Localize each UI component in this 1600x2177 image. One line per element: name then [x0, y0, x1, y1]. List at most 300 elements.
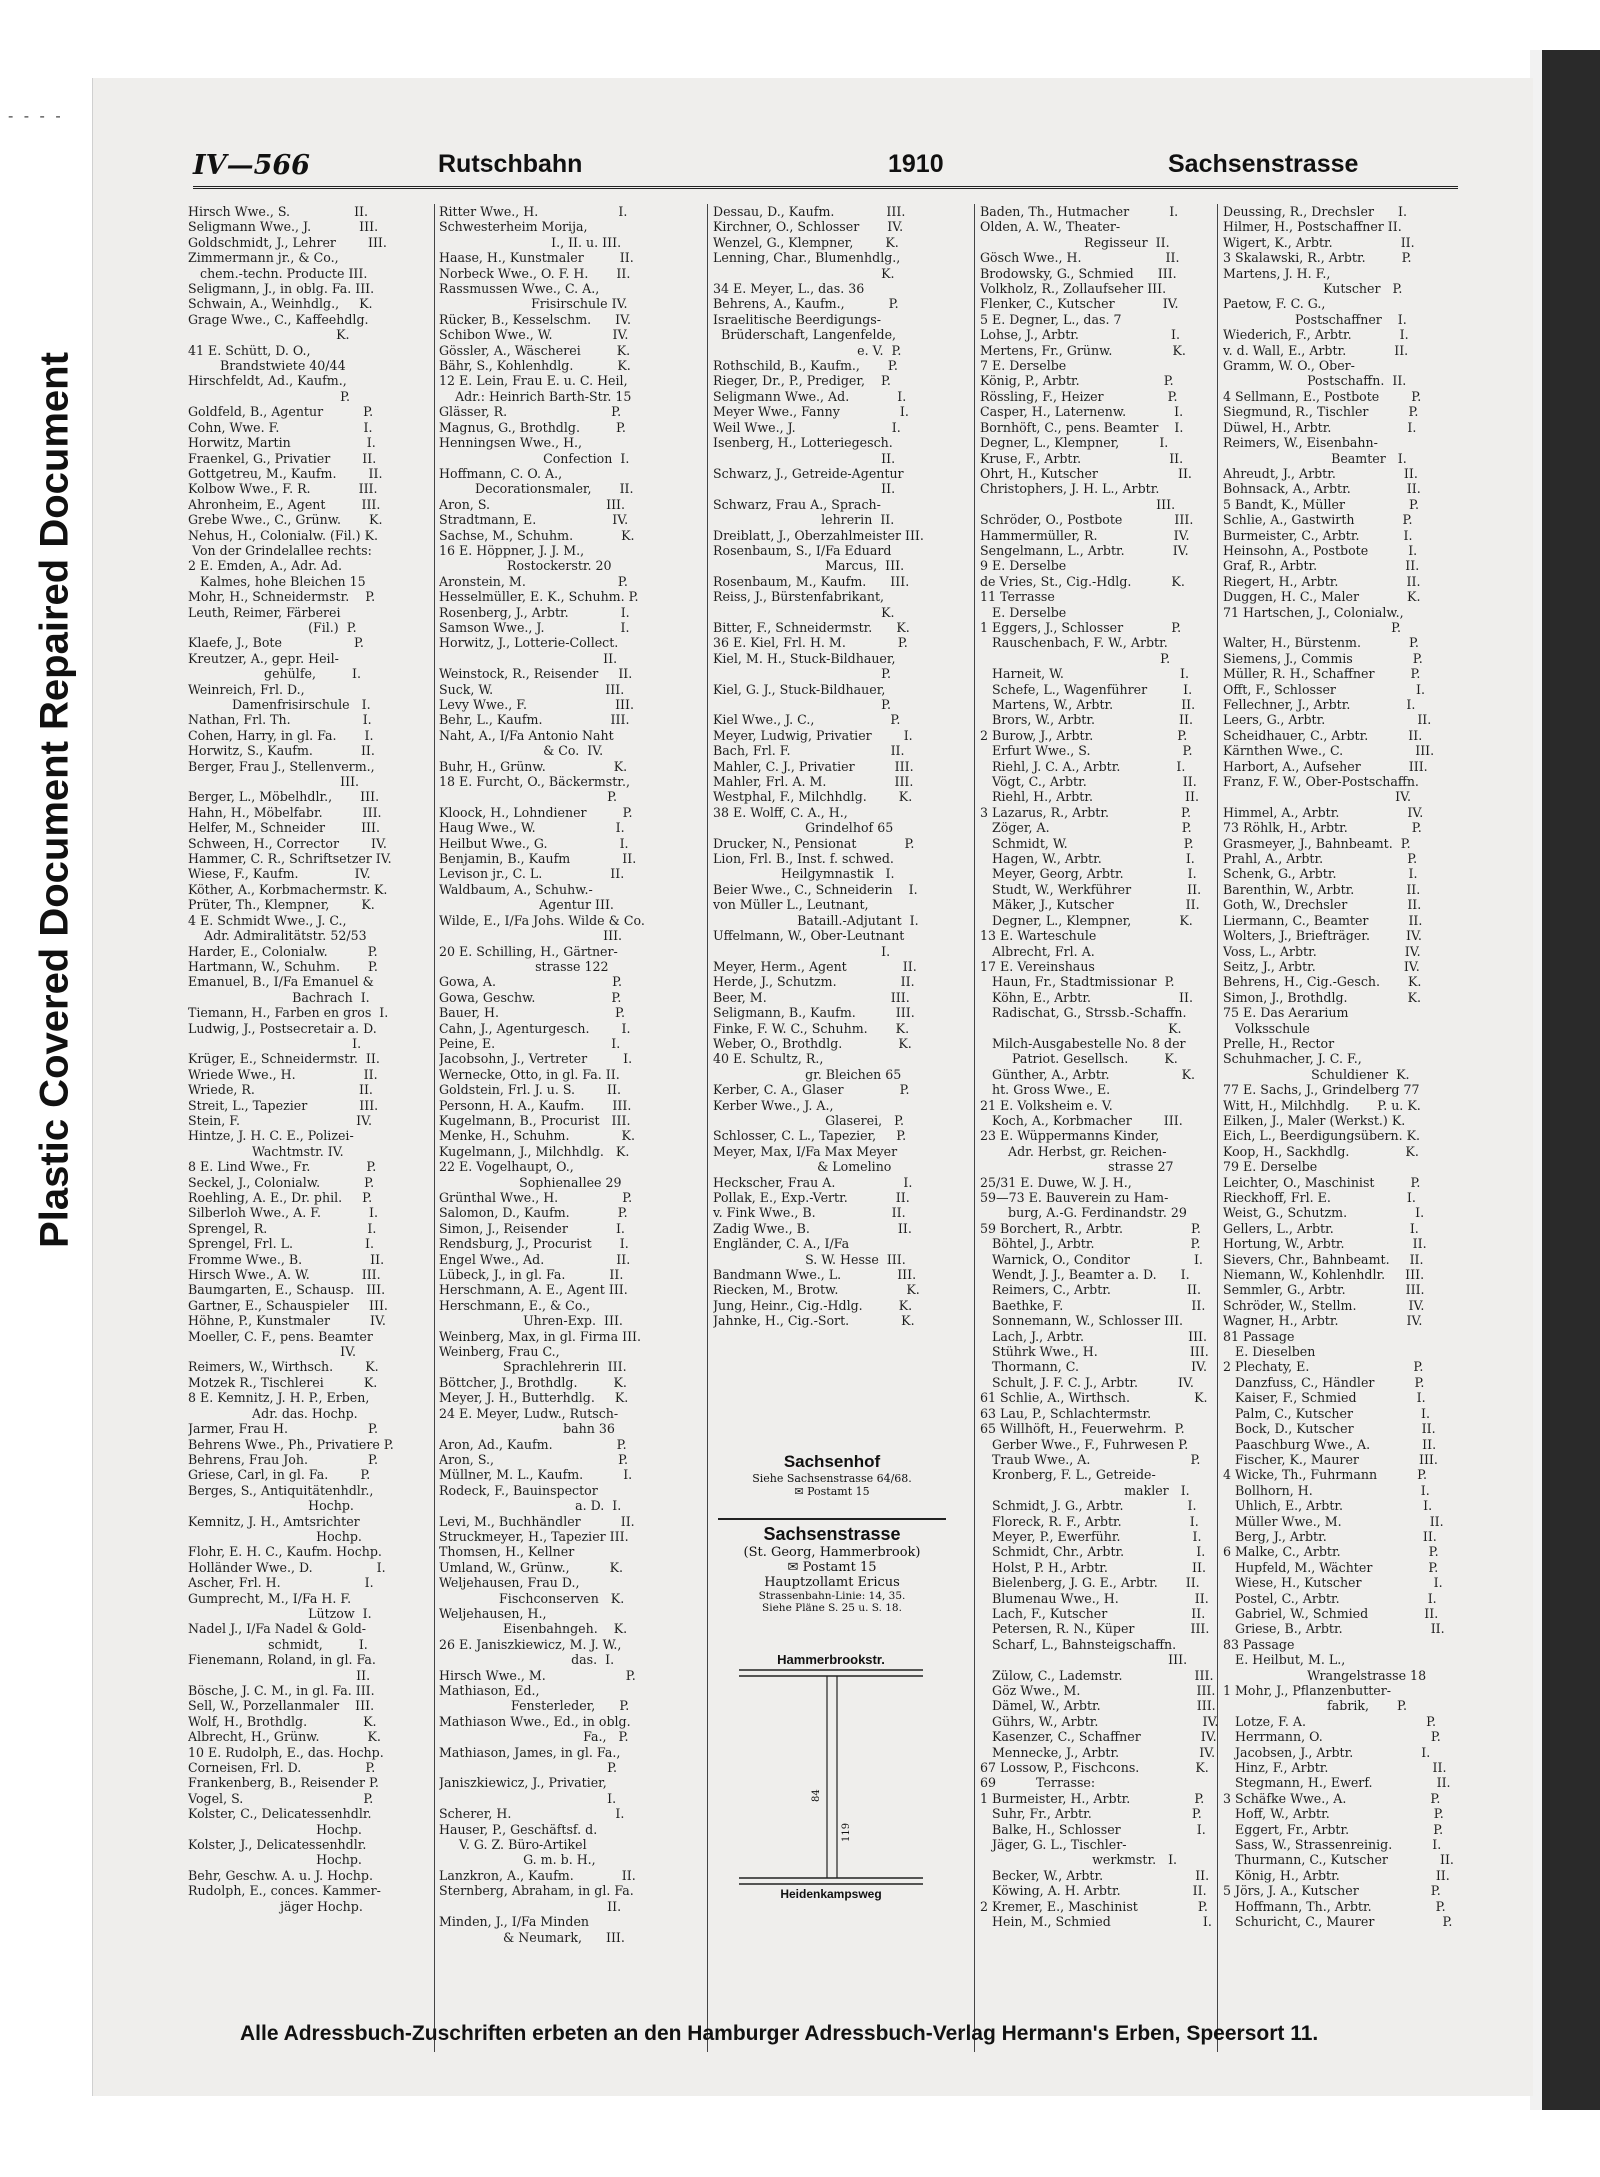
directory-entry: Samson Wwe., J. I. — [439, 619, 630, 635]
directory-entry: IV. — [188, 1344, 356, 1360]
directory-entry: Reiss, J., Bürstenfabrikant, — [713, 589, 885, 605]
directory-entry: 41 E. Schütt, D. O., — [188, 342, 311, 358]
directory-entry: Mertens, Fr., Grünw. K. — [980, 342, 1186, 358]
directory-entry: IV. — [1223, 789, 1412, 805]
directory-entry: Blumenau Wwe., H. II. — [980, 1590, 1209, 1606]
directory-entry: Fischer, K., Maurer III. — [1223, 1451, 1438, 1467]
directory-entry: v. Fink Wwe., B. II. — [713, 1205, 906, 1221]
directory-entry: Mahler, C. J., Privatier III. — [713, 758, 914, 774]
directory-entry: Volksschule — [1223, 1020, 1310, 1036]
directory-entry: Israelitische Beerdigungs- — [713, 311, 881, 327]
directory-entry: Eggert, Fr., Arbtr. P. — [1223, 1821, 1444, 1837]
directory-entry: Buhr, H., Grünw. K. — [439, 758, 628, 774]
directory-entry: 16 E. Höppner, J. J. M., — [439, 542, 585, 558]
directory-entry: Postschaffner I. — [1223, 311, 1407, 327]
directory-entry: Köhn, E., Arbtr. II. — [980, 989, 1193, 1005]
directory-entry: Kutscher P. — [1223, 281, 1403, 297]
directory-entry: Martens, J. H. F., — [1223, 265, 1331, 281]
sachsenstrasse-tram: Strassenbahn-Linie: 14, 35. — [758, 1590, 906, 1602]
directory-entry: Nadel J., I/Fa Nadel & Gold- — [188, 1621, 367, 1637]
directory-entry: V. G. Z. Büro-Artikel — [439, 1837, 587, 1853]
directory-entry: Seckel, J., Colonialw. P. — [188, 1174, 375, 1190]
directory-entry: Traub Wwe., A. P. — [980, 1451, 1201, 1467]
directory-entry: Hupfeld, M., Wächter P. — [1223, 1559, 1439, 1575]
directory-entry: 8 E. Lind Wwe., Fr. P. — [188, 1159, 377, 1175]
directory-entry: Flenker, C., Kutscher IV. — [980, 296, 1179, 312]
directory-entry: 26 E. Janiszkiewicz, M. J. W., — [439, 1636, 622, 1652]
directory-entry: Lübeck, J., in gl. Fa. II. — [439, 1267, 624, 1283]
directory-entry: Bitter, F., Schneidermstr. K. — [713, 619, 910, 635]
directory-entry: K. — [188, 327, 350, 343]
directory-entry: 9 E. Derselbe — [980, 558, 1067, 574]
directory-entry: Aron, Ad., Kaufm. P. — [439, 1436, 627, 1452]
sachsenstrasse-district: (St. Georg, Hammerbrook) — [743, 1545, 921, 1560]
sachsenstrasse-postamt: ✉ Postamt 15 — [787, 1560, 877, 1575]
directory-entry: von Müller L., Leutnant, — [713, 897, 869, 913]
directory-entry: Hirschfeldt, Ad., Kaufm., — [188, 373, 347, 389]
directory-entry: Uhren-Exp. III. — [439, 1313, 623, 1329]
directory-entry: Horwitz, S., Kaufm. II. — [188, 743, 375, 759]
directory-entry: Henningsen Wwe., H., — [439, 435, 583, 451]
directory-entry: Baethke, F. II. — [980, 1297, 1206, 1313]
directory-entry: & Lomelino — [713, 1159, 892, 1175]
directory-entry: 5 Jörs, J. A., Kutscher P. — [1223, 1883, 1441, 1899]
directory-entry: 1 Eggers, J., Schlosser P. — [980, 619, 1182, 635]
directory-entry: Siemens, J., Commis P. — [1223, 650, 1423, 666]
directory-entry: Sprengel, R. I. — [188, 1220, 377, 1236]
directory-entry: Benjamin, B., Kaufm II. — [439, 851, 637, 867]
directory-entry: Levy Wwe., F. III. — [439, 697, 635, 712]
directory-entry: Wagner, H., Arbtr. IV. — [1223, 1313, 1423, 1329]
directory-entry: Sievers, Chr., Bahnbeamt. II. — [1223, 1251, 1424, 1267]
directory-entry: 71 Hartschen, J., Colonialw., — [1223, 604, 1404, 620]
directory-entry: Weljehausen, Frau D., — [439, 1575, 580, 1591]
directory-entry: Lenning, Char., Blumenhdlg., — [713, 250, 901, 266]
directory-entry: Hintze, J. H. C. E., Polizei- — [188, 1128, 354, 1144]
directory-entry: Zülow, C., Lademstr. III. — [980, 1667, 1214, 1683]
header-year: 1910 — [888, 150, 944, 178]
directory-entry: Horwitz, Martin I. — [188, 435, 376, 451]
directory-entry: 4 Sellmann, E., Postbote P. — [1223, 388, 1422, 404]
directory-entry: Düwel, H., Arbtr. I. — [1223, 419, 1417, 435]
directory-entry: Rauschenbach, F. W., Arbtr. — [980, 635, 1168, 651]
directory-entry: Sprengel, Frl. L. I. — [188, 1236, 375, 1252]
directory-entry: Warnick, O., Conditor I. — [980, 1251, 1203, 1267]
directory-entry: Dreiblatt, J., Oberzahlmeister III. — [713, 527, 924, 543]
directory-entry: Hoffmann, Th., Arbtr. P. — [1223, 1898, 1446, 1914]
directory-entry: Fischconserven K. — [439, 1590, 625, 1606]
directory-entry: Bach, Frl. F. II. — [713, 743, 905, 759]
directory-entry: Mennecke, J., Arbtr. IV. — [980, 1744, 1216, 1760]
directory-entry: Bornhöft, C., pens. Beamter I. — [980, 419, 1184, 435]
directory-entry: 2 Kremer, E., Maschinist P. — [980, 1898, 1208, 1914]
directory-entry: Weinberg, Frau C., — [439, 1344, 560, 1360]
directory-entry: Decorationsmaler, II. — [439, 481, 634, 497]
directory-entry: Goth, W., Drechsler II. — [1223, 897, 1422, 913]
directory-entry: Studt, W., Werkführer II. — [980, 881, 1202, 897]
directory-entry: Rücker, B., Kesselschm. IV. — [439, 311, 632, 327]
directory-entry: 63 Lau, P., Schlachtermstr. — [980, 1405, 1152, 1421]
directory-entry: Schröder, W., Stellm. IV. — [1223, 1297, 1425, 1313]
directory-entry: Meyer, Herm., Agent II. — [713, 958, 917, 974]
directory-entry: Zimmermann jr., & Co., — [188, 250, 339, 266]
directory-entry: Deussing, R., Drechsler I. — [1223, 204, 1407, 219]
map-num-b: 119 — [841, 1822, 852, 1842]
directory-entry: Sternberg, Abraham, in gl. Fa. — [439, 1883, 634, 1899]
directory-entry: jäger Hochp. — [188, 1898, 363, 1914]
directory-entry: Kirchner, O., Schlosser IV. — [713, 219, 904, 235]
directory-entry: Müller, R. H., Schaffner P. — [1223, 666, 1421, 682]
directory-entry: Schuhmacher, J. C. F., — [1223, 1051, 1362, 1067]
footer-notice: Alle Adressbuch-Zuschriften erbeten an den Hamburger Adressbuch-Verlag Hermann's Erben, Speersort 11. — [240, 2022, 1319, 2045]
directory-entry: Höhne, P., Kunstmaler IV. — [188, 1313, 386, 1329]
directory-entry: Stegmann, H., Ewerf. II. — [1223, 1775, 1451, 1791]
directory-entry: Finke, F. W. C., Schuhm. K. — [713, 1020, 910, 1036]
directory-entry: Umland, W., Grünw., K. — [439, 1559, 624, 1575]
directory-entry: Tiemann, H., Farben en gros I. — [188, 1005, 389, 1021]
directory-entry: Peine, E. I. — [439, 1035, 621, 1051]
map-top-label: Hammerbrookstr. — [777, 1652, 885, 1667]
directory-entry: G. m. b. H., — [439, 1852, 596, 1868]
directory-entry: Weinreich, Frl. D., — [188, 681, 305, 697]
directory-entry: Helfer, M., Schneider III. — [188, 820, 380, 836]
directory-entry: Heilgymnastik I. — [713, 866, 895, 882]
page-header — [193, 150, 1458, 190]
directory-entry: Lach, J., Arbtr. III. — [980, 1328, 1208, 1344]
directory-entry: Eich, L., Beerdigungsübern. K. — [1223, 1128, 1421, 1144]
directory-entry: Holländer Wwe., D. I. — [188, 1559, 386, 1575]
directory-entry: 79 E. Derselbe — [1223, 1159, 1318, 1175]
directory-entry: Stührk Wwe., H. III. — [980, 1344, 1209, 1360]
directory-entry: 3 Skalawski, R., Arbtr. P. — [1223, 250, 1412, 266]
directory-entry: Scharf, L., Bahnsteigschaffn. — [980, 1636, 1177, 1652]
directory-entry: Göz Wwe., M. III. — [980, 1683, 1216, 1698]
directory-entry: Levi, M., Buchhändler II. — [439, 1513, 635, 1529]
directory-entry: Weber, O., Brothdlg. K. — [713, 1035, 912, 1051]
side-label-text: Plastic Covered Document Repaired Document — [32, 352, 77, 1248]
directory-entry: Hortung, W., Arbtr. II. — [1223, 1236, 1427, 1252]
directory-entry: Mathiason, Ed., — [439, 1683, 540, 1698]
directory-entry: Bösche, J. C. M., in gl. Fa. III. — [188, 1683, 375, 1698]
directory-entry: Glaserei, P. — [713, 1112, 905, 1128]
directory-entry: Kalmes, hohe Bleichen 15 — [188, 573, 366, 589]
directory-entry: Brors, W., Arbtr. II. — [980, 712, 1194, 728]
directory-entry: Cohn, Wwe. F. I. — [188, 419, 373, 435]
directory-entry: Seligmann, J., in oblg. Fa. III. — [188, 281, 375, 297]
directory-entry: Gartner, E., Schauspieler III. — [188, 1297, 388, 1313]
directory-entry: Kemnitz, J. H., Amtsrichter — [188, 1513, 360, 1529]
header-street-right: Sachsenstrasse — [1168, 150, 1359, 178]
directory-entry: Meyer, P., Ewerführ. I. — [980, 1528, 1202, 1544]
directory-entry: Sophienallee 29 — [439, 1174, 622, 1190]
directory-entry: Lotze, F. A. P. — [1223, 1713, 1437, 1729]
directory-entry: 6 Malke, C., Arbtr. P. — [1223, 1544, 1439, 1560]
directory-entry: Kerber, C. A., Glaser P. — [713, 1082, 910, 1098]
directory-entry: Rössling, F., Heizer P. — [980, 388, 1178, 404]
directory-entry: 59 Borchert, R., Arbtr. P. — [980, 1220, 1201, 1236]
directory-entry: Hirsch Wwe., A. W. III. — [188, 1267, 381, 1283]
directory-entry: Meyer, Max, I/Fa Max Meyer — [713, 1143, 898, 1159]
directory-entry: strasse 27 — [980, 1159, 1174, 1175]
directory-entry: Stein, F. IV. — [188, 1112, 373, 1128]
directory-entry: 7 E. Derselbe — [980, 358, 1067, 374]
directory-entry: 65 Willhöft, H., Feuerwehrm. P. — [980, 1421, 1185, 1437]
side-dash: - - - - — [8, 108, 64, 125]
directory-entry: 5 Bandt, K., Müller P. — [1223, 496, 1419, 512]
directory-entry: v. d. Wall, E., Arbtr. II. — [1223, 342, 1409, 358]
directory-entry: Riehl, H., Arbtr. II. — [980, 789, 1200, 805]
directory-entry: Bähr, S., Kohlenhdlg. K. — [439, 358, 631, 374]
directory-entry: Personn, H. A., Kaufm. III. — [439, 1097, 632, 1113]
directory-entry: & Neumark, III. — [439, 1929, 625, 1945]
directory-entry: Scherer, H. I. — [439, 1806, 625, 1822]
column-divider — [434, 204, 435, 2052]
directory-entry: Schlie, A., Gastwirth P. — [1223, 512, 1413, 528]
directory-entry: I. — [713, 943, 891, 959]
directory-entry: werkmstr. I. — [980, 1852, 1178, 1868]
directory-entry: (Fil.) P. — [188, 619, 357, 635]
directory-entry: Sonnemann, W., Schlosser III. — [980, 1313, 1184, 1329]
directory-entry: Albrecht, Frl. A. — [980, 943, 1095, 959]
directory-entry: Prüter, Th., Klempner, K. — [188, 897, 375, 913]
directory-entry: Himmel, A., Arbtr. IV. — [1223, 804, 1424, 820]
directory-entry: P. — [980, 650, 1171, 666]
directory-entry: Ludwig, J., Postsecretair a. D. — [188, 1020, 377, 1036]
directory-entry: Albrecht, H., Grünw. K. — [188, 1729, 381, 1745]
directory-entry: Confection I. — [439, 450, 630, 466]
directory-entry: S. W. Hesse III. — [713, 1251, 906, 1267]
directory-entry: Schuldiener K. — [1223, 1066, 1410, 1082]
directory-entry: 73 Röhlk, H., Arbtr. P. — [1223, 820, 1422, 836]
directory-entry: Seligmann Wwe., Ad. I. — [713, 388, 907, 404]
directory-entry: Drucker, N., Pensionat P. — [713, 835, 915, 851]
directory-entry: Wiese, H., Kutscher I. — [1223, 1575, 1443, 1591]
directory-entry: Martens, W., Arbtr. II. — [980, 697, 1196, 712]
directory-entry: 77 E. Sachs, J., Grindelberg 77 — [1223, 1082, 1420, 1098]
directory-entry: das. I. — [439, 1652, 615, 1668]
directory-entry: Simon, J., Reisender I. — [439, 1220, 625, 1236]
directory-entry: Hochp. — [188, 1821, 362, 1837]
directory-entry: P. — [439, 789, 618, 805]
directory-entry: Sprachlehrerin III. — [439, 1359, 627, 1375]
directory-entry: Böttcher, J., Brothdlg. K. — [439, 1374, 627, 1390]
map-bottom-label: Heidenkampsweg — [780, 1887, 882, 1901]
directory-entry: Fa., P. — [439, 1729, 629, 1745]
directory-entry: lehrerin II. — [713, 512, 895, 528]
directory-entry: Moeller, C. F., pens. Beamter — [188, 1328, 373, 1344]
directory-entry: Paaschburg Wwe., A. II. — [1223, 1436, 1437, 1452]
directory-entry: Herrmann, O. P. — [1223, 1729, 1441, 1745]
directory-entry: P. — [713, 666, 892, 682]
directory-entry: Riegert, H., Arbtr. II. — [1223, 573, 1421, 589]
directory-entry: Suck, W. III. — [439, 681, 625, 697]
directory-entry: Schuricht, C., Maurer P. — [1223, 1914, 1453, 1930]
directory-entry: II. — [188, 1667, 371, 1683]
directory-entry: 59—73 E. Bauverein zu Ham- — [980, 1190, 1169, 1205]
directory-entry: Beier Wwe., C., Schneiderin I. — [713, 881, 918, 897]
directory-entry: Hochp. — [188, 1852, 362, 1868]
directory-entry: Regisseur II. — [980, 234, 1170, 250]
directory-entry: 17 E. Vereinshaus — [980, 958, 1095, 974]
directory-entry: Hein, M., Schmied I. — [980, 1914, 1212, 1930]
directory-entry: Niemann, W., Kohlenhdlr. III. — [1223, 1267, 1425, 1283]
column-5 — [1223, 204, 1463, 2064]
column-divider — [707, 204, 708, 2052]
directory-entry: Balke, H., Schlosser I. — [980, 1821, 1206, 1837]
directory-entry: Schwarz, J., Getreide-Agentur — [713, 465, 904, 481]
directory-entry: 75 E. Das Aerarium — [1223, 1005, 1349, 1021]
directory-entry: Hammer, C. R., Schriftsetzer IV. — [188, 851, 392, 867]
directory-entry: ht. Gross Wwe., E. — [980, 1082, 1111, 1098]
directory-entry: Emanuel, B., I/Fa Emanuel & — [188, 974, 374, 990]
directory-entry: 21 E. Volksheim e. V. — [980, 1097, 1113, 1113]
directory-entry: Prelle, H., Rector — [1223, 1035, 1335, 1051]
directory-entry: Brodowsky, G., Schmied III. — [980, 265, 1177, 281]
directory-entry: Koch, A., Korbmacher III. — [980, 1112, 1183, 1128]
directory-entry: E. Dieselben — [1223, 1344, 1316, 1360]
directory-entry: Thormann, C. IV. — [980, 1359, 1207, 1375]
directory-entry: P. — [1223, 619, 1402, 635]
directory-entry: 25/31 E. Duwe, W. J. H., — [980, 1174, 1132, 1190]
directory-entry: 1 Burmeister, H., Arbtr. P. — [980, 1790, 1205, 1806]
directory-entry: Bollhorn, H. I. — [1223, 1482, 1430, 1498]
directory-entry: Rieger, Dr., P., Prediger, P. — [713, 373, 891, 389]
directory-entry: Weinstock, R., Reisender II. — [439, 666, 633, 682]
directory-entry: Grünthal Wwe., H. P. — [439, 1190, 633, 1205]
directory-entry: Hinz, F., Arbtr. II. — [1223, 1760, 1447, 1776]
directory-entry: Fromme Wwe., B. II. — [188, 1251, 385, 1267]
directory-entry: Heilbut Wwe., G. I. — [439, 835, 629, 851]
directory-entry: 5 E. Degner, L., das. 7 — [980, 311, 1122, 327]
column-divider — [974, 204, 975, 2052]
directory-entry: Mathiason, James, in gl. Fa., — [439, 1744, 621, 1760]
directory-entry: K. — [713, 265, 895, 281]
directory-entry: Norbeck Wwe., O. F. H. II. — [439, 265, 631, 281]
directory-entry: Gramm, W. O., Ober- — [1223, 358, 1355, 374]
directory-entry: Leichter, O., Maschinist P. — [1223, 1174, 1421, 1190]
directory-entry: Franz, F. W., Ober-Postschaffn. — [1223, 774, 1419, 790]
directory-entry: Mohr, H., Schneidermstr. P. — [188, 589, 376, 605]
directory-entry: Minden, J., I/Fa Minden — [439, 1914, 590, 1930]
directory-entry: Westphal, F., Milchhdlg. K. — [713, 789, 913, 805]
directory-entry: Baden, Th., Hutmacher I. — [980, 204, 1179, 219]
directory-entry: Meyer, J. H., Butterhdlg. K. — [439, 1390, 629, 1406]
directory-entry: Wendt, J. J., Beamter a. D. I. — [980, 1267, 1190, 1283]
directory-entry: Postschaffn. II. — [1223, 373, 1407, 389]
directory-entry: 34 E. Meyer, L., das. 36 — [713, 281, 865, 297]
directory-entry: Kerber Wwe., J. A., — [713, 1097, 834, 1113]
directory-entry: Brandstwiete 40/44 — [188, 358, 346, 374]
directory-entry: Salomon, D., Kaufm. P. — [439, 1205, 628, 1221]
directory-entry: Hirsch Wwe., M. P. — [439, 1667, 636, 1683]
directory-entry: Meyer, Ludwig, Privatier I. — [713, 727, 913, 743]
directory-entry: Hoffmann, C. O. A., — [439, 465, 563, 481]
directory-entry: Marcus, III. — [713, 558, 905, 574]
directory-entry: III. — [980, 496, 1176, 512]
directory-entry: Kolster, C., Delicatessenhdlr. — [188, 1806, 372, 1822]
directory-entry: Grage Wwe., C., Kaffeehdlg. — [188, 311, 369, 327]
directory-entry: Rosenberg, J., Arbtr. I. — [439, 604, 630, 620]
directory-entry: Schult, J. F. C. J., Arbtr. IV. — [980, 1374, 1194, 1390]
directory-entry: Rendsburg, J., Procurist I. — [439, 1236, 629, 1252]
directory-entry: Thurmann, C., Kutscher II. — [1223, 1852, 1454, 1868]
envelope-icon: ✉ — [787, 1560, 799, 1575]
directory-entry: Glässer, R. P. — [439, 404, 622, 420]
directory-entry: Gerber Wwe., F., Fuhrwesen P. — [980, 1436, 1189, 1452]
directory-entry: Prahl, A., Arbtr. P. — [1223, 851, 1418, 867]
directory-entry: Wachtmstr. IV. — [188, 1143, 344, 1159]
directory-entry: Kiel, G. J., Stuck-Bildhauer, — [713, 681, 886, 697]
directory-entry: Kolbow Wwe., F. R. III. — [188, 481, 378, 497]
directory-entry: Simon, J., Brothdlg. K. — [1223, 989, 1422, 1005]
directory-entry: Roehling, A. E., Dr. phil. P. — [188, 1190, 373, 1205]
directory-entry: 10 E. Rudolph, E., das. Hochp. — [188, 1744, 384, 1760]
directory-entry: Adr.: Heinrich Barth-Str. 15 — [439, 388, 632, 404]
directory-entry: Degner, L., Klempner, K. — [980, 912, 1193, 928]
directory-entry: Struckmeyer, H., Tapezier III. — [439, 1528, 629, 1544]
directory-entry: Ascher, Frl. H. I. — [188, 1575, 374, 1591]
directory-entry: Corneisen, Frl. D. P. — [188, 1760, 376, 1776]
header-street-left: Rutschbahn — [438, 150, 583, 178]
directory-entry: Wernecke, Otto, in gl. Fa. II. — [439, 1066, 620, 1082]
directory-entry: Zadig Wwe., B. II. — [713, 1220, 912, 1236]
directory-entry: 81 Passage — [1223, 1328, 1295, 1344]
directory-entry: Köther, A., Korbmachermstr. K. — [188, 881, 388, 897]
directory-entry: Naht, A., I/Fa Antonio Naht — [439, 727, 614, 743]
directory-entry: Müllner, M. L., Kaufm. I. — [439, 1467, 633, 1483]
directory-entry: 83 Passage — [1223, 1636, 1295, 1652]
directory-entry: Siegmund, R., Tischler P. — [1223, 404, 1419, 420]
directory-entry: Behrens, Frau Joh. P. — [188, 1451, 378, 1467]
directory-entry: Schibon Wwe., W. IV. — [439, 327, 629, 343]
directory-entry: Griese, B., Arbtr. II. — [1223, 1621, 1445, 1637]
directory-entry: Cohen, Harry, in gl. Fa. I. — [188, 727, 374, 743]
directory-entry: Hilmer, H., Postschaffner II. — [1223, 219, 1402, 235]
directory-entry: Harneit, W. I. — [980, 666, 1189, 682]
directory-entry: Sachse, M., Schuhm. K. — [439, 527, 635, 543]
envelope-icon: ✉ — [794, 1485, 804, 1498]
directory-entry: gehülfe, I. — [188, 666, 361, 682]
directory-entry: 12 E. Lein, Frau E. u. C. Heil, — [439, 373, 628, 389]
directory-entry: 23 E. Wüppermanns Kinder, — [980, 1128, 1160, 1144]
sachsenstrasse-box — [718, 1518, 946, 1614]
directory-entry: Ohrt, H., Kutscher II. — [980, 465, 1192, 481]
directory-entry: Postel, C., Arbtr. I. — [1223, 1590, 1437, 1606]
directory-entry: Haase, H., Kunstmaler II. — [439, 250, 634, 266]
directory-entry: Wiese, F., Kaufm. IV. — [188, 866, 371, 882]
directory-entry: Meyer Wwe., Fanny I. — [713, 404, 909, 420]
directory-entry: Reimers, W., Eisenbahn- — [1223, 435, 1378, 451]
directory-entry: Schween, H., Corrector IV. — [188, 835, 387, 851]
directory-entry: II. — [439, 650, 618, 666]
directory-entry: Schefe, L., Wagenführer I. — [980, 681, 1193, 697]
directory-entry: Milch-Ausgabestelle No. 8 der — [980, 1035, 1186, 1051]
directory-entry: Harbort, A., Aufseher III. — [1223, 758, 1428, 774]
directory-entry: Gellers, L., Arbtr. I. — [1223, 1220, 1419, 1236]
directory-entry: Riecken, M., Brotw. K. — [713, 1282, 920, 1298]
directory-entry: Bock, D., Kutscher II. — [1223, 1421, 1436, 1437]
directory-entry: Gottgetreu, M., Kaufm. II. — [188, 465, 383, 481]
directory-entry: Menke, H., Schuhm. K. — [439, 1128, 635, 1144]
sachsenhof-box — [718, 1452, 946, 1498]
directory-entry: Semmler, G., Arbtr. III. — [1223, 1282, 1425, 1298]
directory-entry: Voss, L., Arbtr. IV. — [1223, 943, 1421, 959]
directory-entry: Rieckhoff, Frl. E. I. — [1223, 1190, 1416, 1205]
directory-entry: P. — [188, 388, 351, 404]
sachsenhof-ref: Siehe Sachsenstrasse 64/68. — [752, 1472, 912, 1485]
directory-entry: Müller Wwe., M. II. — [1223, 1513, 1444, 1529]
directory-entry: Reimers, W., Wirthsch. K. — [188, 1359, 379, 1375]
